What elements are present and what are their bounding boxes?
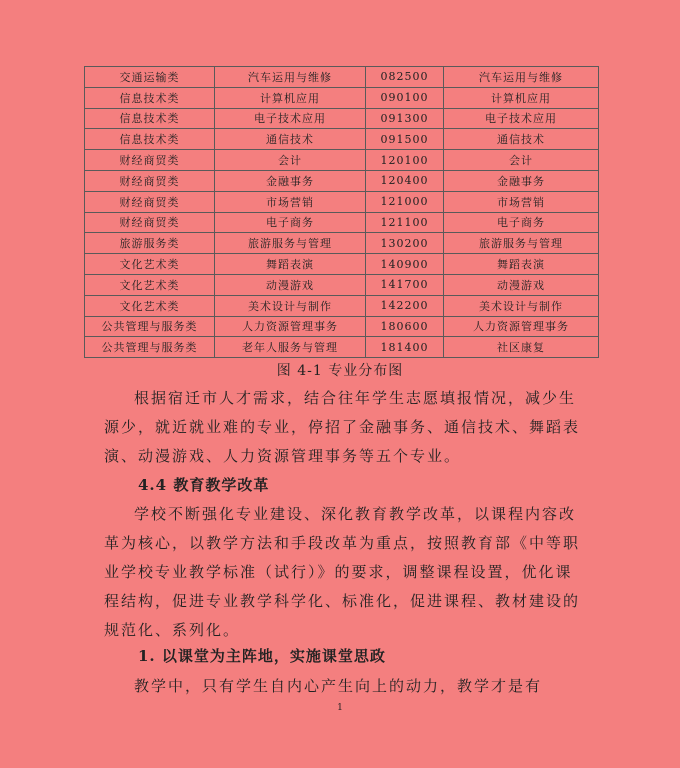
table-row [85,254,599,275]
table-cell: 142200 [366,295,444,316]
table-cell: 文化艺术类 [85,295,215,316]
table-row [85,129,599,150]
table-cell: 金融事务 [215,170,366,191]
table-row [85,87,599,108]
subheading-classroom: 1. 以课堂为主阵地，实施课堂思政 [138,647,386,665]
table-row [85,274,599,295]
table-cell: 金融事务 [444,170,599,191]
table-cell: 人力资源管理事务 [215,316,366,337]
table-cell: 美术设计与制作 [444,295,599,316]
table-cell: 130200 [366,233,444,254]
table-cell: 120400 [366,170,444,191]
table-cell: 计算机应用 [444,87,599,108]
table-cell: 电子技术应用 [215,108,366,129]
table-cell: 电子商务 [215,212,366,233]
table-row [85,67,599,88]
table-cell: 公共管理与服务类 [85,316,215,337]
table-cell: 动漫游戏 [215,274,366,295]
table-cell: 090100 [366,87,444,108]
table-cell: 141700 [366,274,444,295]
table-row [85,316,599,337]
table-cell: 信息技术类 [85,129,215,150]
table-cell: 旅游服务与管理 [215,233,366,254]
paragraph-enrollment: 根据宿迁市人才需求，结合往年学生志愿填报情况，减少生源少，就近就业难的专业，停招了金融事务、通信技术、舞蹈表演、动漫游戏、人力资源管理事务等五个专业。 [104,389,581,465]
table-cell: 人力资源管理事务 [444,316,599,337]
table-cell: 交通运输类 [85,67,215,88]
table-cell: 电子商务 [444,212,599,233]
paragraph-reform: 学校不断强化专业建设、深化教育教学改革，以课程内容改革为核心，以教学方法和手段改革为重点，按照教育部《中等职业学校专业教学标准（试行）》的要求，调整课程设置，优化课程结构，促进专业教学科学化、标准化，促进课程、教材建设的规范化、系列化。 [104,505,581,639]
table-cell: 180600 [366,316,444,337]
table-cell: 121000 [366,191,444,212]
table-row [85,150,599,171]
table-row [85,212,599,233]
table-cell: 文化艺术类 [85,254,215,275]
table-row [85,108,599,129]
table-cell: 091300 [366,108,444,129]
table-cell: 082500 [366,67,444,88]
table-cell: 舞蹈表演 [444,254,599,275]
table-cell: 通信技术 [215,129,366,150]
section-heading: 4.4 教育教学改革 [138,476,270,494]
table-cell: 舞蹈表演 [215,254,366,275]
table-cell: 财经商贸类 [85,170,215,191]
table-caption: 图 4-1 专业分布图 [276,363,404,379]
table-cell: 旅游服务与管理 [444,233,599,254]
table-cell: 信息技术类 [85,108,215,129]
table-cell: 市场营销 [444,191,599,212]
page-number: 1 [337,703,343,713]
table-cell: 会计 [444,150,599,171]
table-cell: 文化艺术类 [85,274,215,295]
major-distribution-table [84,66,599,358]
table-cell: 通信技术 [444,129,599,150]
table-cell: 公共管理与服务类 [85,337,215,358]
table-cell: 旅游服务类 [85,233,215,254]
table-row [85,170,599,191]
table-cell: 091500 [366,129,444,150]
table-cell: 电子技术应用 [444,108,599,129]
table-cell: 汽车运用与维修 [215,67,366,88]
table-cell: 信息技术类 [85,87,215,108]
table-cell: 财经商贸类 [85,191,215,212]
table-cell: 财经商贸类 [85,212,215,233]
table-row [85,233,599,254]
table-cell: 社区康复 [444,337,599,358]
table-cell: 121100 [366,212,444,233]
table-cell: 财经商贸类 [85,150,215,171]
table-row [85,295,599,316]
table-cell: 市场营销 [215,191,366,212]
table-row [85,337,599,358]
table-cell: 140900 [366,254,444,275]
table-cell: 老年人服务与管理 [215,337,366,358]
paragraph-teaching: 教学中，只有学生自内心产生向上的动力，教学才是有 [134,677,543,695]
table-cell: 181400 [366,337,444,358]
table-cell: 120100 [366,150,444,171]
table-cell: 动漫游戏 [444,274,599,295]
table-body [85,67,599,358]
table-cell: 计算机应用 [215,87,366,108]
table-cell: 汽车运用与维修 [444,67,599,88]
table-cell: 会计 [215,150,366,171]
table-cell: 美术设计与制作 [215,295,366,316]
table-row [85,191,599,212]
